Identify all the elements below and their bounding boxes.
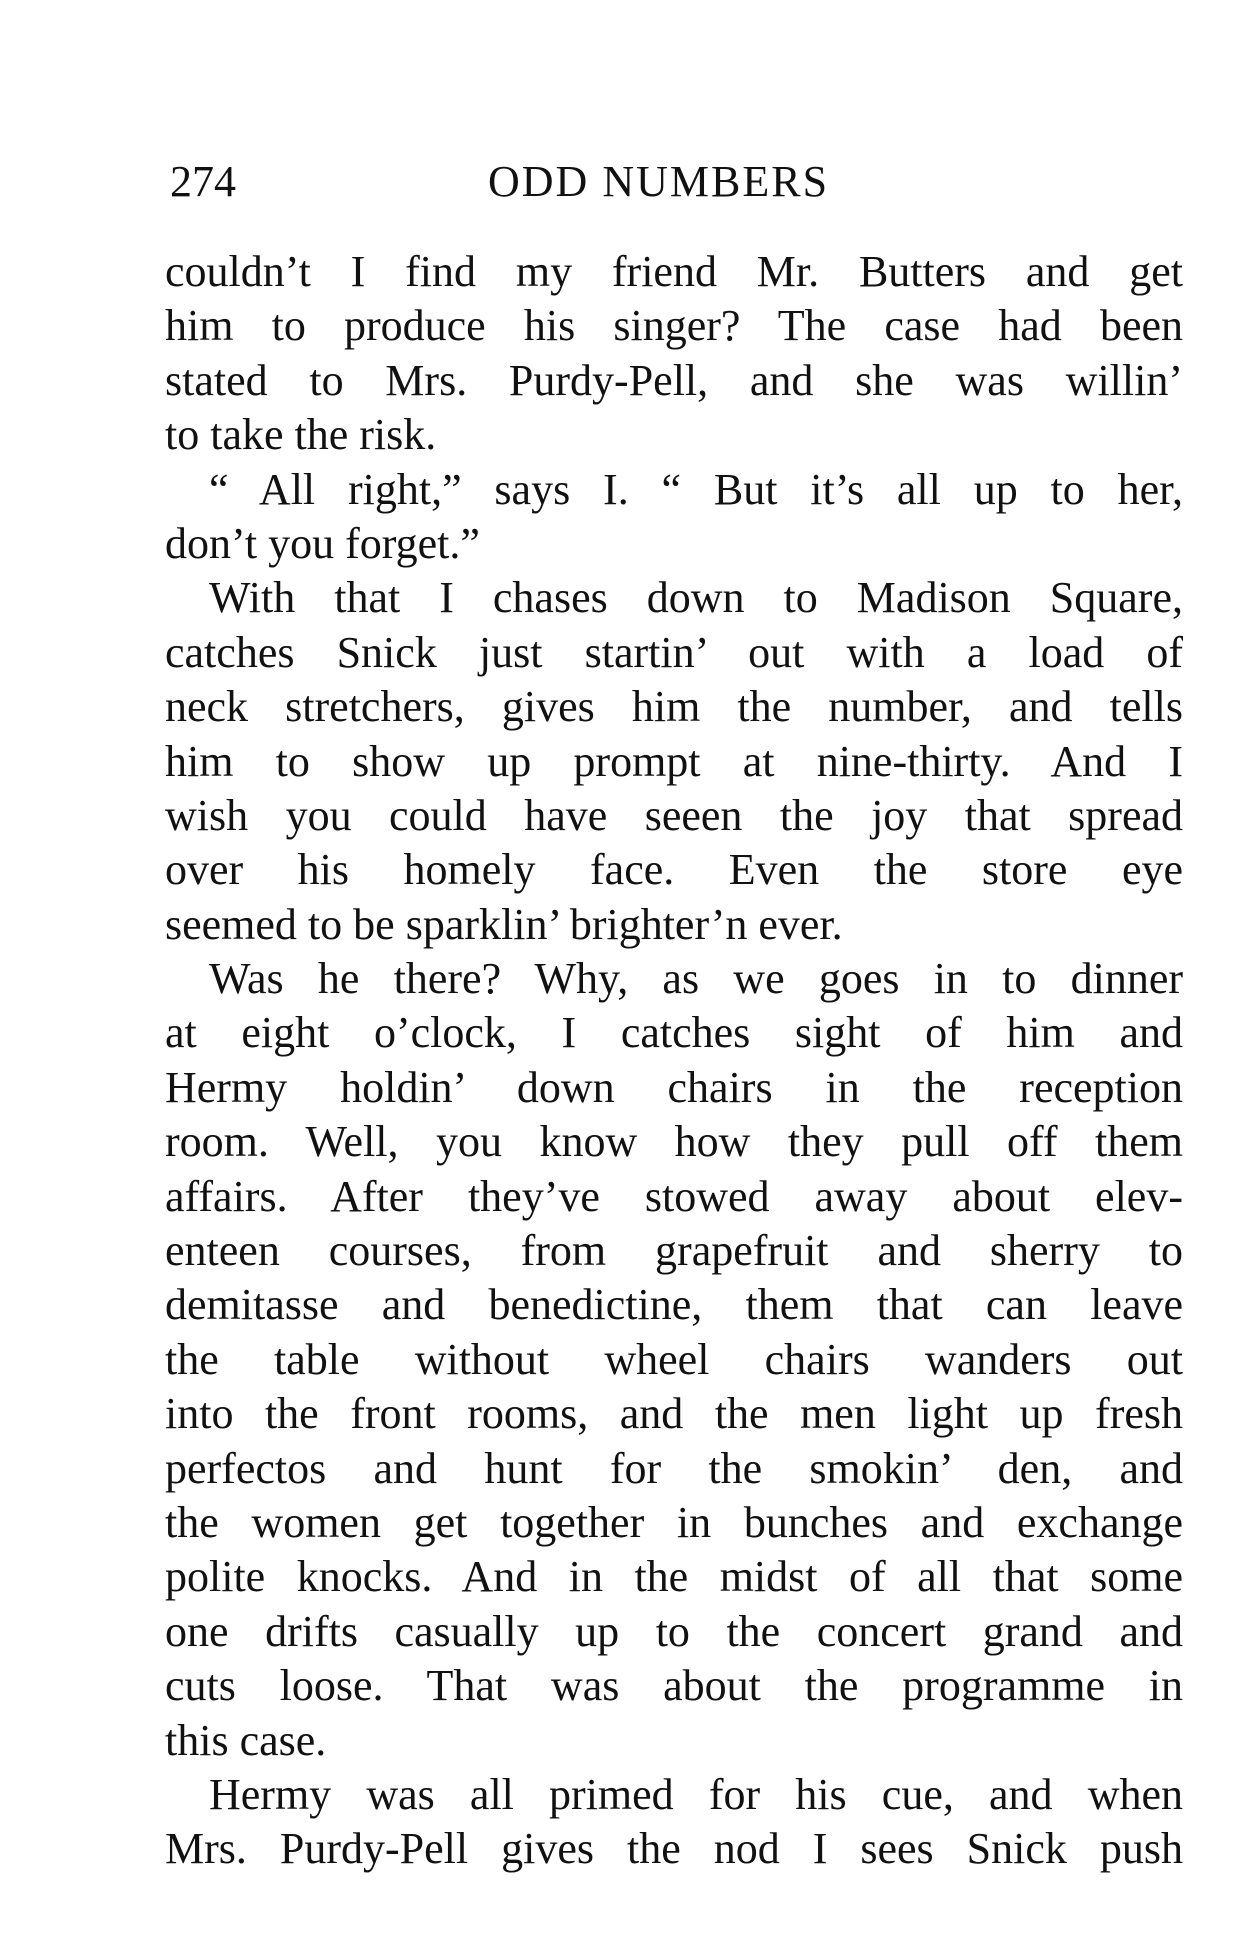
text-line: Hermy was all primed for his cue, and when (209, 1769, 1183, 1819)
text-line: Was he there? Why, as we goes in to dinner (209, 954, 1183, 1004)
text-line: the table without wheel chairs wanders out (165, 1334, 1183, 1384)
text-line: into the front rooms, and the men light up fresh (165, 1389, 1183, 1439)
text-line: room. Well, you know how they pull off them (165, 1117, 1183, 1167)
text-line: seemed to be sparklin’ brighter’n ever. (165, 899, 843, 949)
body-text (165, 245, 1183, 1877)
text-line: to take the risk. (165, 410, 437, 460)
text-line: one drifts casually up to the concert grand and (165, 1606, 1183, 1656)
text-line: at eight o’clock, I catches sight of him and (165, 1008, 1183, 1058)
page-number: 274 (170, 157, 236, 206)
text-line: “ All right,” says I. “ But it’s all up to her, (209, 464, 1183, 514)
running-head (170, 152, 1180, 212)
text-line: this case. (165, 1715, 327, 1765)
text-line: stated to Mrs. Purdy-Pell, and she was willin’ (165, 355, 1183, 405)
text-line: him to produce his singer? The case had been (165, 301, 1183, 351)
text-line: him to show up prompt at nine-thirty. And I (165, 736, 1183, 786)
text-line: demitasse and benedictine, them that can leave (165, 1280, 1183, 1330)
text-line: catches Snick just startin’ out with a load of (165, 627, 1183, 677)
text-line: Hermy holdin’ down chairs in the reception (165, 1062, 1183, 1112)
text-line: enteen courses, from grapefruit and sherry to (165, 1226, 1183, 1276)
text-line: perfectos and hunt for the smokin’ den, and (165, 1443, 1183, 1493)
text-line: affairs. After they’ve stowed away about elev- (165, 1171, 1183, 1221)
running-head-title: ODD NUMBERS (488, 157, 830, 206)
text-line: don’t you forget.” (165, 518, 480, 568)
text-line: over his homely face. Even the store eye (165, 845, 1183, 895)
text-line: wish you could have seeen the joy that spread (165, 790, 1183, 840)
text-line: With that I chases down to Madison Square, (209, 573, 1183, 623)
text-line: Mrs. Purdy-Pell gives the nod I sees Snick push (165, 1824, 1183, 1874)
text-line: cuts loose. That was about the programme in (165, 1661, 1183, 1711)
text-line: neck stretchers, gives him the number, and tells (165, 682, 1183, 732)
text-line: polite knocks. And in the midst of all that some (165, 1552, 1183, 1602)
text-line: couldn’t I find my friend Mr. Butters and get (165, 247, 1183, 296)
text-line: the women get together in bunches and exchange (165, 1497, 1183, 1547)
